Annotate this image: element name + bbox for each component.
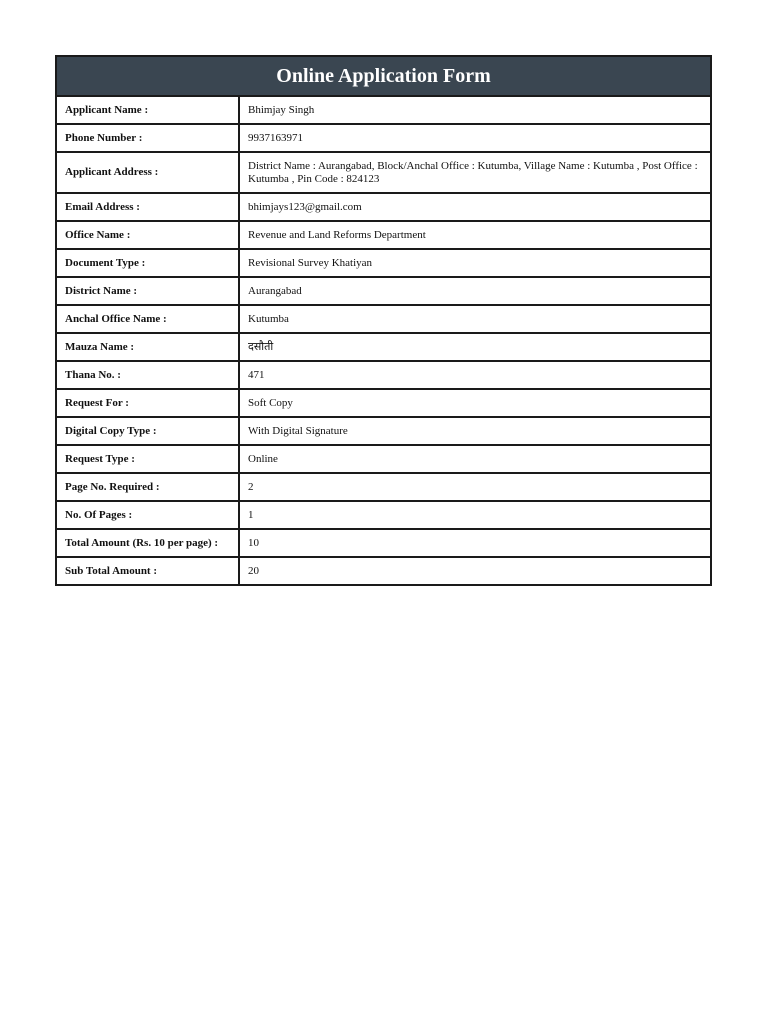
row-sub-total-amount [57,557,710,584]
row-request-for [57,389,710,417]
row-page-no-required [57,473,710,501]
no-of-pages-label: No. Of Pages : [57,501,239,529]
request-for-value: Soft Copy [239,389,710,417]
thana-no-value: 471 [239,361,710,389]
document-type-label: Document Type : [57,249,239,277]
applicant-address-label: Applicant Address : [57,152,239,193]
row-email-address [57,193,710,221]
sub-total-amount-label: Sub Total Amount : [57,557,239,584]
row-mauza-name [57,333,710,361]
request-for-label: Request For : [57,389,239,417]
row-phone-number [57,124,710,152]
office-name-value: Revenue and Land Reforms Department [239,221,710,249]
row-digital-copy-type [57,417,710,445]
row-anchal-office-name [57,305,710,333]
applicant-address-value: District Name : Aurangabad, Block/Anchal Office : Kutumba, Village Name : Kutumba , Post Office : Kutumba , Pin Code : 824123 [239,152,710,193]
page-no-required-label: Page No. Required : [57,473,239,501]
form-title: Online Application Form [57,57,710,97]
applicant-name-value: Bhimjay Singh [239,97,710,124]
row-document-type [57,249,710,277]
total-amount-label: Total Amount (Rs. 10 per page) : [57,529,239,557]
document-type-value: Revisional Survey Khatiyan [239,249,710,277]
page-no-required-value: 2 [239,473,710,501]
applicant-name-label: Applicant Name : [57,97,239,124]
mauza-name-value: दसौती [239,333,710,361]
phone-number-label: Phone Number : [57,124,239,152]
thana-no-label: Thana No. : [57,361,239,389]
row-request-type [57,445,710,473]
row-office-name [57,221,710,249]
row-thana-no [57,361,710,389]
application-form [55,55,712,586]
sub-total-amount-value: 20 [248,564,259,577]
total-amount-value: 10 [239,529,710,557]
row-district-name [57,277,710,305]
row-applicant-address [57,152,710,193]
email-address-value: bhimjays123@gmail.com [239,193,710,221]
district-name-value: Aurangabad [239,277,710,305]
digital-copy-type-value: With Digital Signature [239,417,710,445]
row-total-amount [57,529,710,557]
no-of-pages-value: 1 [239,501,710,529]
anchal-office-name-label: Anchal Office Name : [57,305,239,333]
office-name-label: Office Name : [57,221,239,249]
row-no-of-pages [57,501,710,529]
anchal-office-name-value: Kutumba [239,305,710,333]
request-type-value: Online [239,445,710,473]
mauza-name-label: Mauza Name : [57,333,239,361]
request-type-label: Request Type : [57,445,239,473]
email-address-label: Email Address : [57,193,239,221]
digital-copy-type-label: Digital Copy Type : [57,417,239,445]
phone-number-value: 9937163971 [239,124,710,152]
row-applicant-name [57,97,710,124]
form-table [57,97,710,584]
district-name-label: District Name : [57,277,239,305]
